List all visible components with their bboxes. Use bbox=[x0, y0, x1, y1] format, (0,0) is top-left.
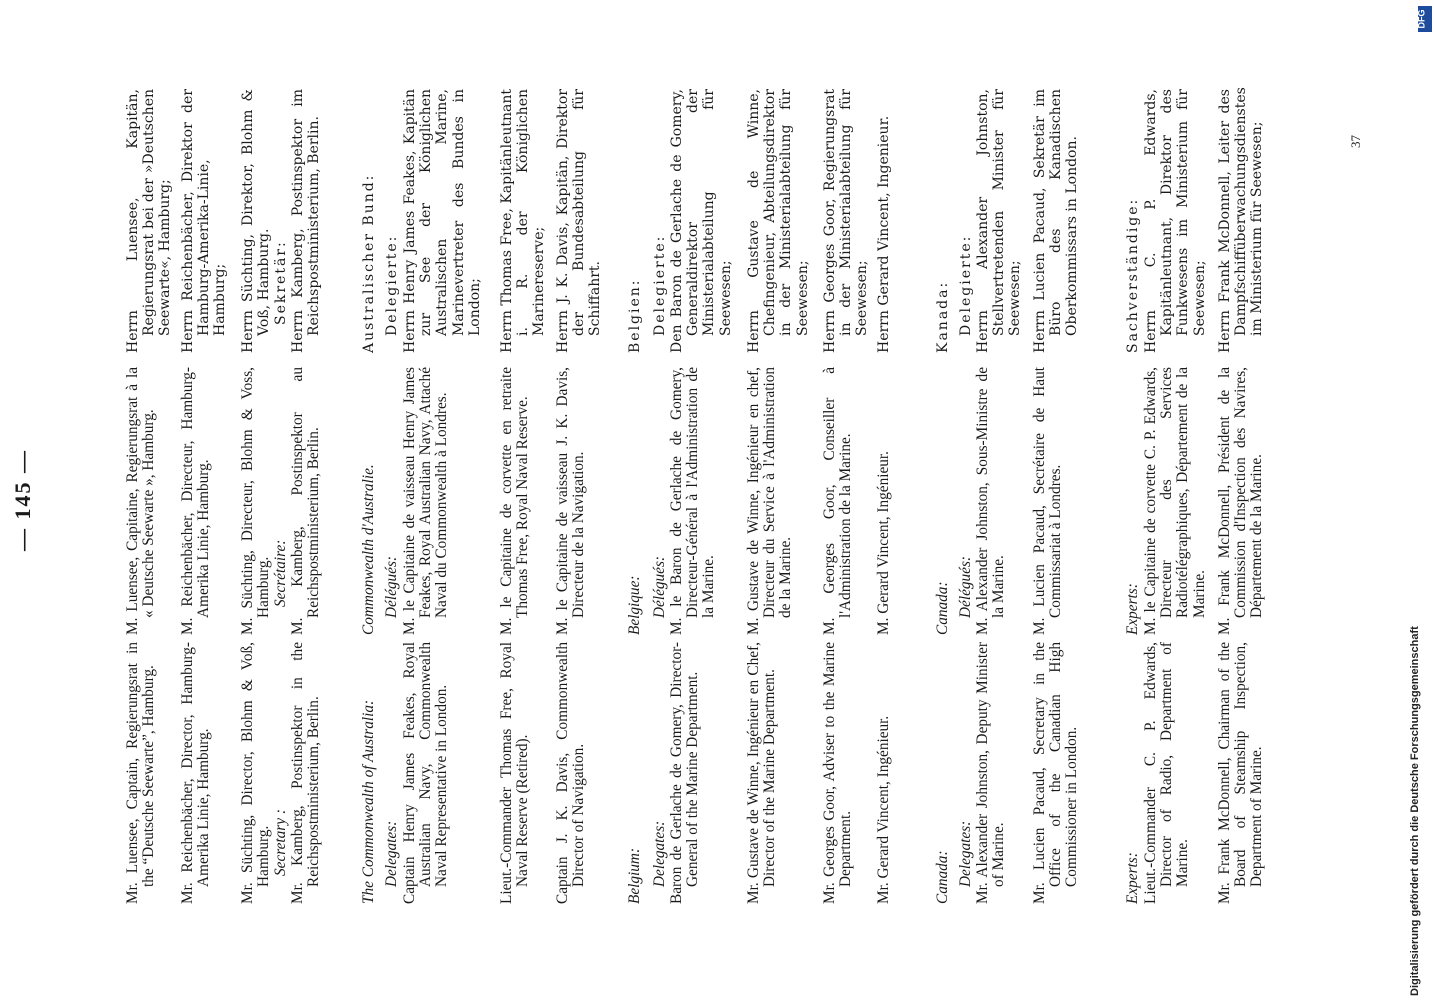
entry-paragraph: M. le Baron de Gerlache de Gomery, Directeur-Général à l'Administration de la Marine. bbox=[668, 367, 718, 635]
entry-paragraph: Herrn C. P. Edwards, Kapitänleutnant, Direktor des Funkwesens im Ministerium für Seewesen; bbox=[1143, 89, 1208, 353]
entry-paragraph: M. Lucien Pacaud, Secrétaire de Haut Commissariat à Londres. bbox=[1031, 367, 1065, 635]
section-heading: Delegierte: bbox=[384, 234, 400, 336]
section-heading: Canada: bbox=[934, 581, 951, 635]
section-heading: Canada: bbox=[934, 850, 951, 904]
entry-paragraph: Herrn Süchting, Direktor, Blohm & Voß, Hamburg. bbox=[240, 89, 273, 353]
entry-paragraph: Mr. Luensee, Captain, Regierungsrat in the “Deutsche Seewarte”, Hamburg. bbox=[124, 642, 158, 904]
text-columns bbox=[124, 87, 1266, 904]
section-heading: Délégués: bbox=[383, 555, 400, 618]
entry-paragraph: M. Luensee, Capitaine, Regierungsrat à la « Deutsche Seewarte », Hamburg. bbox=[124, 367, 158, 635]
section-heading: Delegierte: bbox=[958, 234, 974, 336]
entry-paragraph: Herrn Gustave de Winne, Chefingenieur, Abteilungsdirektor in der Ministerialabteilung für Seewesen; bbox=[746, 89, 811, 353]
entry-paragraph: Herrn Reichenbächer, Direktor der Hamburg-Amerika-Linie, Hamburg; bbox=[180, 89, 229, 353]
entry-paragraph: M. Frank McDonnell, Président de la Commission d'Inspection des Navires, Département de la Marine. bbox=[1216, 367, 1266, 635]
entry-paragraph: Mr. Kamberg, Postinspektor in the Reichspostministerium, Berlin. bbox=[289, 642, 323, 904]
entry-paragraph: Herrn Kamberg, Postinspektor im Reichspostministerium, Berlin. bbox=[290, 89, 323, 353]
entry-paragraph: M. Kamberg, Postinspektor au Reichspostministerium, Berlin. bbox=[289, 367, 323, 635]
entry-paragraph: Mr. Frank McDonnell, Chairman of the Board of Steamship Inspection, Department of Marine. bbox=[1216, 642, 1266, 904]
entry-paragraph: M. le Capitaine de vaisseau J. K. Davis, Directeur de la Navigation. bbox=[554, 367, 588, 635]
entry-paragraph: Mr. Reichenbächer, Director, Hamburg-Amerika Linie, Hamburg. bbox=[179, 642, 213, 904]
section-heading: Délégués: bbox=[651, 555, 668, 618]
entry-paragraph: Herrn Gerard Vincent, Ingenieur. bbox=[876, 115, 892, 353]
entry-paragraph: M. Georges Goor, Conseiller à l'Administration de la Marine. bbox=[821, 367, 855, 635]
entry-paragraph: Herrn Georges Goor, Regierungsrat in der Ministerialabteilung für Seewesen; bbox=[822, 89, 871, 353]
entry-paragraph: Captain J. K. Davis, Commonwealth Director of Navigation. bbox=[554, 642, 588, 904]
section-heading: Commonwealth d'Australie. bbox=[360, 464, 377, 635]
entry-paragraph: Mr. Alexander Johnston, Deputy Minister of Marine. bbox=[974, 642, 1008, 904]
entry-paragraph: Herrn Luensee, Kapitän, Regierungsrat bei der »Deutschen Seewarte«, Hamburg; bbox=[125, 89, 174, 353]
section-heading: Belgien: bbox=[627, 278, 643, 353]
section-heading: Belgique: bbox=[626, 575, 643, 635]
entry-paragraph: Captain Henry James Feakes, Royal Australian Navy, Commonwealth Naval Representative in London. bbox=[401, 642, 451, 904]
entry-paragraph: Herrn Alexander Johnston, Stellvertretenden Minister für Seewesen; bbox=[975, 89, 1024, 353]
section-heading: Delegates: bbox=[957, 820, 974, 887]
entry-paragraph: Mr. Lucien Pacaud, Secretary in the Office of the Canadian High Commissioner in London. bbox=[1031, 642, 1081, 904]
section-heading: Sachverständige: bbox=[1125, 197, 1141, 353]
entry-paragraph: Baron de Gerlache de Gomery, Director-General of the Marine Department. bbox=[668, 642, 702, 904]
entry-paragraph: Mr. Gerard Vincent, Ingénieur. bbox=[875, 715, 892, 904]
section-heading: Delegierte: bbox=[652, 234, 668, 336]
entry-paragraph: M. le Capitaine de corvette en retraite Thomas Free, Royal Naval Reserve. bbox=[498, 367, 532, 635]
section-heading: Australischer Bund: bbox=[361, 173, 377, 353]
entry-paragraph: Herrn Lucien Pacaud, Sekretär im Büro des Kanadischen Oberkommissars in London. bbox=[1032, 89, 1081, 353]
section-heading: Experts: bbox=[1124, 583, 1141, 635]
entry-paragraph: Mr. Georges Goor, Adviser to the Marine Department. bbox=[821, 642, 855, 904]
section-heading: The Commonwealth of Australia: bbox=[360, 699, 377, 904]
dfg-credit-strip bbox=[1406, 6, 1434, 1000]
section-heading: Delegates: bbox=[383, 820, 400, 887]
entry-paragraph: Den Baron de Gerlache de Gomery, Generaldirektor der Ministerialabteilung für Seewesen; bbox=[669, 89, 734, 353]
entry-paragraph: M. Reichenbächer, Directeur, Hamburg-Amerika Linie, Hamburg. bbox=[179, 367, 213, 635]
section-heading: Delegates: bbox=[651, 820, 668, 887]
section-heading: Secrétaire: bbox=[272, 539, 289, 607]
entry-paragraph: M. Süchting, Directeur, Blohm & Voss, Hamburg. bbox=[239, 367, 273, 635]
entry-paragraph: Herrn Frank McDonnell, Leiter des Dampfschiffüberwachungsdienstes im Ministerium für Seewesen; bbox=[1217, 87, 1266, 353]
entry-paragraph: Herrn J. K. Davis, Kapitän, Direktor der Bundesabteilung für Schiffahrt. bbox=[555, 89, 604, 353]
digitization-credit: Digitalisierung gefördert durch die Deutsche Forschungsgemeinschaft bbox=[1409, 626, 1421, 996]
german-column bbox=[125, 87, 1266, 353]
entry-paragraph: Herrn Henry James Feakes, Kapitän zur See der Königlichen Australischen Marine, Marinevertreter des Bundes in London; bbox=[402, 89, 483, 353]
entry-paragraph: M. Gerard Vincent, Ingénieur. bbox=[875, 450, 892, 635]
section-heading: Kanada: bbox=[935, 280, 951, 353]
english-column bbox=[124, 642, 1266, 904]
french-column bbox=[124, 367, 1266, 635]
entry-paragraph: Herrn Thomas Free, Kapitänleutnant i. R. der Königlichen Marinereserve; bbox=[499, 89, 548, 353]
folio-number: 37 bbox=[1348, 135, 1363, 148]
entry-paragraph: M. Gustave de Winne, Ingénieur en chef, Directeur du Service à l'Administration de la Marine. bbox=[745, 367, 795, 635]
section-heading: Experts: bbox=[1124, 852, 1141, 904]
section-heading: Belgium: bbox=[626, 847, 643, 904]
page-number: — 145 — bbox=[10, 449, 35, 551]
entry-paragraph: Mr. Süchting, Director, Blohm & Voß, Hamburg. bbox=[239, 642, 273, 904]
dfg-logo: DFG bbox=[1418, 6, 1432, 32]
section-heading: Délégués: bbox=[957, 555, 974, 618]
section-heading: Secretary : bbox=[272, 809, 289, 876]
entry-paragraph: Lieut.-Commander C. P. Edwards, Director of Radio, Department of Marine. bbox=[1142, 642, 1192, 904]
section-heading: Sekretär: bbox=[273, 240, 289, 325]
entry-paragraph: M. Alexander Johnston, Sous-Ministre de la Marine. bbox=[974, 367, 1008, 635]
entry-paragraph: Lieut.-Commander Thomas Free, Royal Naval Reserve (Retired). bbox=[498, 642, 532, 904]
entry-paragraph: Mr. Gustave de Winne, Ingénieur en Chef, Director of the Marine Department. bbox=[745, 642, 779, 904]
entry-paragraph: M. le Capitaine de corvette C. P. Edwards, Directeur des Services Radiotélégraphiques, Département de la Marine. bbox=[1142, 367, 1208, 635]
entry-paragraph: M. le Capitaine de vaisseau Henry James Feakes, Royal Australian Navy, Attaché Naval du Commonwealth à Londres. bbox=[401, 367, 451, 635]
